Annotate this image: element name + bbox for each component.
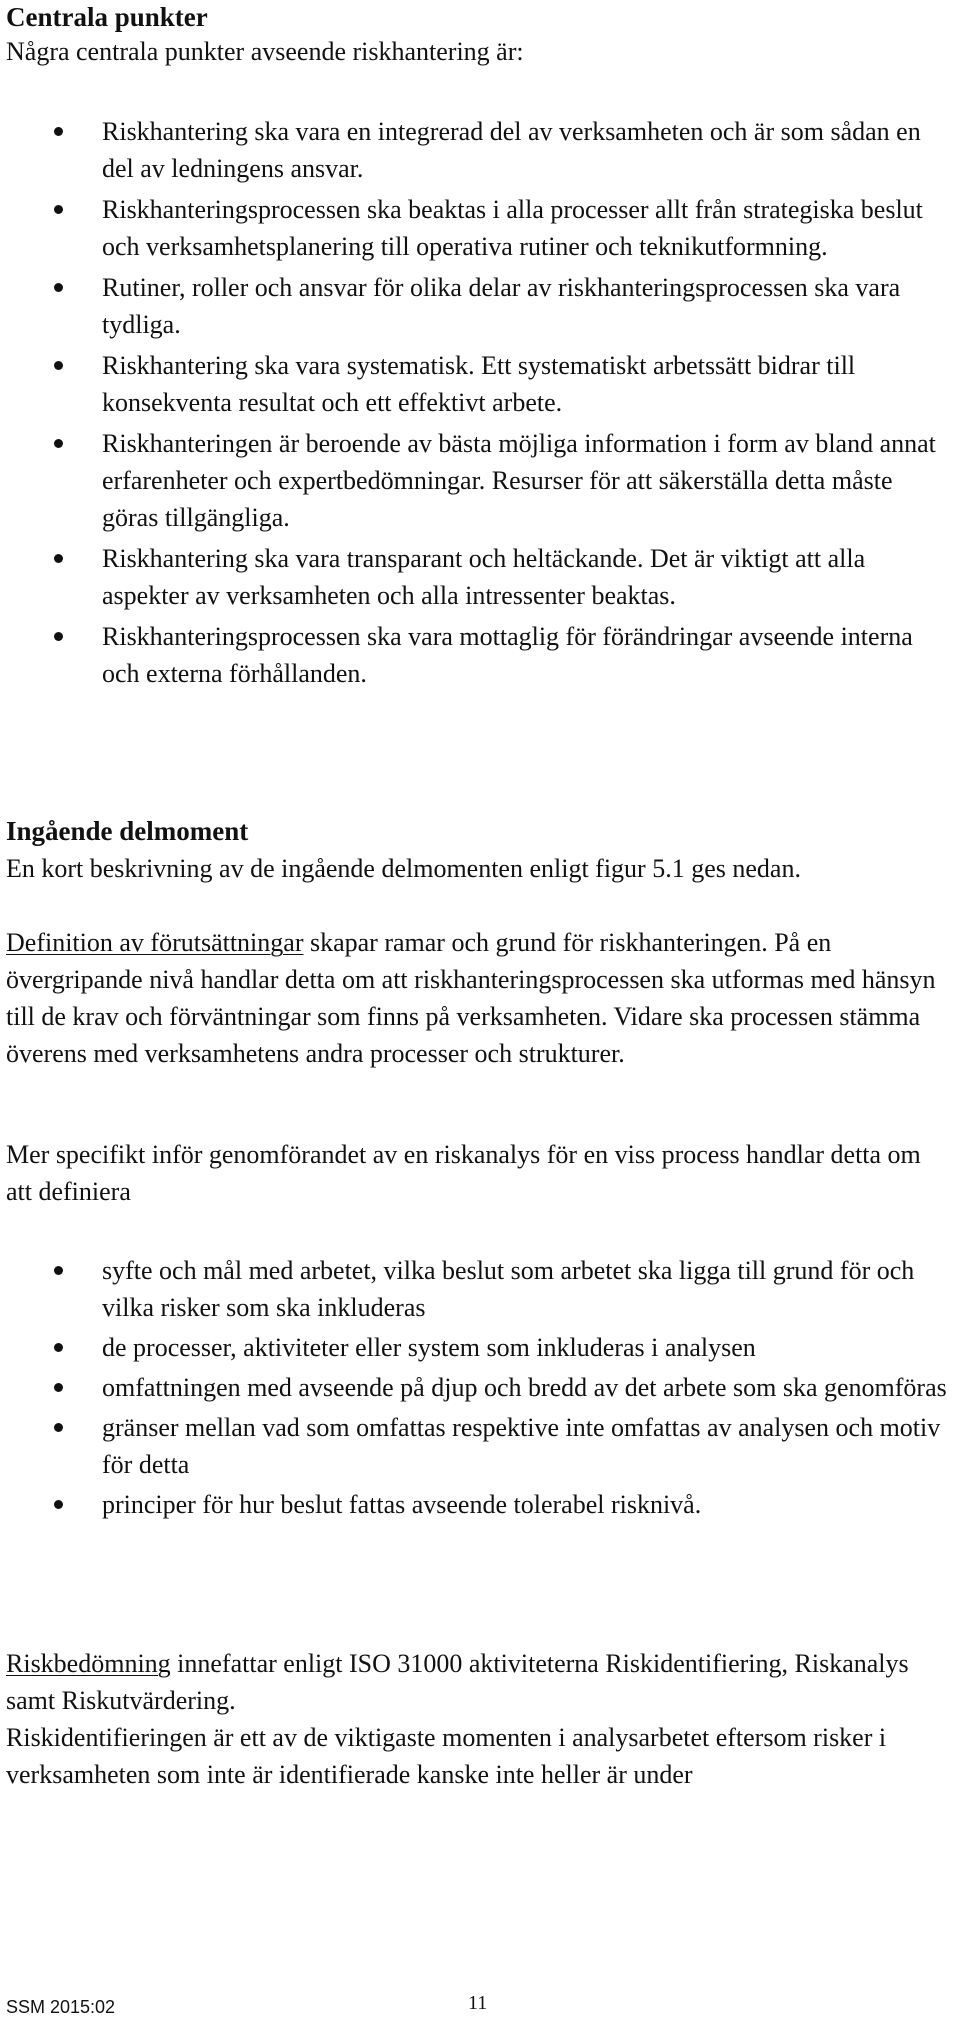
bullet-icon — [54, 205, 63, 214]
footer-report-id: SSM 2015:02 — [6, 1997, 116, 2017]
list-item-text: Riskhantering ska vara transparant och heltäckande. Det är viktigt att alla aspekter av verksamheten och alla intressenter beaktas. — [102, 544, 866, 610]
paragraph-text: skapar ramar och grund för riskhanteringen. På en övergripande nivå handlar detta om att riskhanteringsprocessen ska utformas med hänsyn till de krav och förväntningar som finns på verksamheten. Vidare ska processen stämma överens med verksamhetens andra processer och strukturer. — [6, 928, 936, 1068]
list-item-text: Riskhanteringsprocessen ska beaktas i alla processer allt från strategiska beslut och verksamhetsplanering till operativa rutiner och teknikutformning. — [102, 195, 923, 261]
paragraph-riskidentifiering: Riskidentifieringen är ett av de viktigaste momenten i analysarbetet eftersom risker i verksamheten som inte är identifierade kanske inte heller är under — [6, 1723, 887, 1789]
paragraph-riskbedomning — [6, 1645, 952, 1719]
section-intro: En kort beskrivning av de ingående delmomenten enligt figur 5.1 ges nedan. — [6, 854, 801, 883]
list-item-text: Rutiner, roller och ansvar för olika delar av riskhanteringsprocessen ska vara tydliga. — [102, 273, 901, 339]
list-item-text: Riskhantering ska vara en integrerad del av verksamheten och är som sådan en del av ledningens ansvar. — [102, 117, 921, 183]
bullet-icon — [54, 1383, 63, 1392]
list-item-text: omfattningen med avseende på djup och bredd av det arbete som ska genomföras — [102, 1373, 947, 1402]
list-item — [6, 540, 952, 614]
bullet-icon — [54, 554, 63, 563]
list-item — [6, 347, 952, 421]
list-item-text: de processer, aktiviteter eller system som inkluderas i analysen — [102, 1333, 756, 1362]
bullet-icon — [54, 1266, 63, 1275]
list-item-text: Riskhanteringsprocessen ska vara mottaglig för förändringar avseende interna och externa förhållanden. — [102, 622, 913, 688]
bullet-icon — [54, 283, 63, 292]
list-item — [6, 113, 952, 187]
paragraph-specifikt: Mer specifikt inför genomförandet av en riskanalys för en viss process handlar detta om att definiera — [6, 1140, 921, 1206]
term-definition-av-forutsattningar: Definition av förutsättningar — [6, 928, 304, 957]
bullet-icon — [54, 439, 63, 448]
page-number: 11 — [468, 1992, 488, 2014]
term-riskbedomning: Riskbedömning — [6, 1649, 171, 1678]
list-item — [6, 1252, 952, 1326]
list-item — [6, 191, 952, 265]
list-item-text: gränser mellan vad som omfattas respektive inte omfattas av analysen och motiv för detta — [102, 1413, 941, 1479]
bullet-icon — [54, 1423, 63, 1432]
list-item-text: syfte och mål med arbetet, vilka beslut som arbetet ska ligga till grund för och vilka risker som ska inkluderas — [102, 1256, 915, 1322]
bullet-list-central-points — [6, 113, 952, 696]
bullet-list-define — [6, 1252, 952, 1526]
list-item — [6, 1486, 952, 1523]
bullet-icon — [54, 361, 63, 370]
paragraph-definition — [6, 924, 952, 1072]
list-item-text: Riskhanteringen är beroende av bästa möjliga information i form av bland annat erfarenheter och expertbedömningar. Resurser för att säkerställa detta måste göras tillgängliga. — [102, 429, 936, 532]
bullet-icon — [54, 632, 63, 641]
list-item-text: principer för hur beslut fattas avseende tolerabel risknivå. — [102, 1490, 702, 1519]
section-heading-centrala-punkter: Centrala punkter — [6, 2, 208, 32]
list-item — [6, 1409, 952, 1483]
list-item — [6, 618, 952, 692]
section-heading-ingaende-delmoment: Ingående delmoment — [6, 816, 249, 846]
list-item-text: Riskhantering ska vara systematisk. Ett systematiskt arbetssätt bidrar till konsekventa resultat och ett effektivt arbete. — [102, 351, 856, 417]
bullet-icon — [54, 1343, 63, 1352]
section-intro: Några centrala punkter avseende riskhantering är: — [6, 37, 524, 66]
list-item — [6, 1369, 952, 1406]
list-item — [6, 425, 952, 536]
paragraph-text: innefattar enligt ISO 31000 aktiviteterna Riskidentifiering, Riskanalys samt Riskutvärdering. — [6, 1649, 909, 1715]
list-item — [6, 269, 952, 343]
list-item — [6, 1329, 952, 1366]
bullet-icon — [54, 127, 63, 136]
bullet-icon — [54, 1500, 63, 1509]
